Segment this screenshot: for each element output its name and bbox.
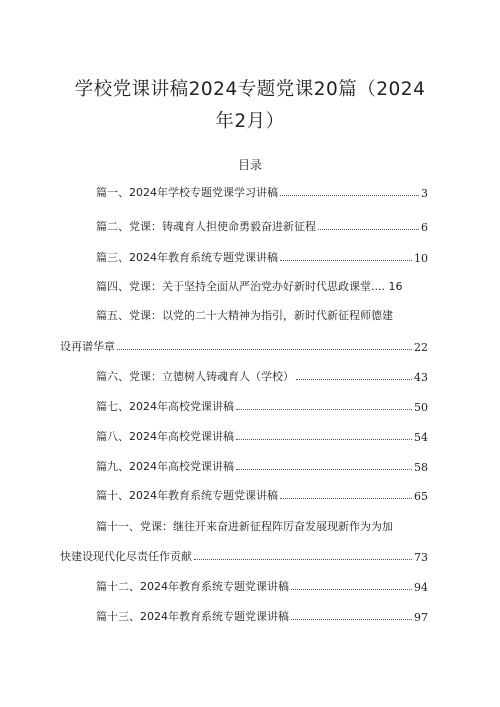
toc-entry[interactable] xyxy=(72,184,428,200)
toc-entry-label: 篇八、2024年高校党课讲稿 xyxy=(96,430,234,443)
toc-entry-label: 篇九、2024年高校党课讲稿 xyxy=(96,460,234,473)
toc-leader-dots xyxy=(117,348,412,350)
toc-leader-dots xyxy=(318,228,419,230)
toc-entry[interactable] xyxy=(72,428,428,444)
toc-entry-page: 43 xyxy=(414,371,428,384)
toc-leader-dots xyxy=(236,438,412,440)
toc-leader-dots xyxy=(280,259,412,261)
toc-entry[interactable] xyxy=(72,578,428,594)
toc-entry-page: 65 xyxy=(414,490,428,503)
toc-entry-page: 6 xyxy=(421,221,428,234)
toc-leader-dots xyxy=(296,378,412,380)
toc-entry-page: 58 xyxy=(414,461,428,474)
toc-entry[interactable] xyxy=(72,368,428,384)
toc-entry-page: 10 xyxy=(414,252,428,265)
toc-entry-page: 3 xyxy=(421,187,428,200)
toc-entry-page: 73 xyxy=(414,551,428,564)
toc-entry-label: 篇四、党课：关于坚持全面从严治党办好新时代思政课堂.... 16 xyxy=(96,280,403,293)
toc-leader-dots xyxy=(236,408,412,410)
toc-entry-label: 篇二、党课：铸魂育人担使命勇毅奋进新征程 xyxy=(96,220,316,233)
toc-entry-continuation[interactable] xyxy=(60,548,428,564)
toc-entry[interactable] xyxy=(72,458,428,474)
toc-entry-label: 篇三、2024年教育系统专题党课讲稿 xyxy=(96,251,278,264)
toc-leader-dots xyxy=(194,558,412,560)
toc-entry-label: 篇十、2024年教育系统专题党课讲稿 xyxy=(96,489,278,502)
toc-entry-page: 50 xyxy=(414,401,428,414)
toc-entry-page: 97 xyxy=(414,611,428,624)
toc-leader-dots xyxy=(291,588,412,590)
toc-entry-label: 篇七、2024年高校党课讲稿 xyxy=(96,400,234,413)
toc-leader-dots xyxy=(291,618,412,620)
toc-leader-dots xyxy=(236,468,412,470)
toc-entry-label: 篇五、党课：以党的二十大精神为指引，新时代新征程师德建 xyxy=(96,309,393,322)
toc-entry-page: 54 xyxy=(414,431,428,444)
toc-entry[interactable] xyxy=(72,307,428,323)
toc-entry-page: 22 xyxy=(414,341,428,354)
toc-entry-page: 94 xyxy=(414,581,428,594)
toc-entry[interactable] xyxy=(72,218,428,234)
toc-entry[interactable] xyxy=(72,518,428,534)
toc-entry-label: 篇六、党课：立德树人铸魂育人（学校） xyxy=(96,370,294,383)
document-title-line-2: 年2月） xyxy=(215,111,285,132)
toc-entry[interactable] xyxy=(72,249,428,265)
toc-entry-label: 设再谱华章 xyxy=(60,340,115,353)
toc-entry[interactable] xyxy=(72,398,428,414)
toc-entry[interactable] xyxy=(72,487,428,503)
toc-leader-dots xyxy=(280,497,412,499)
toc-entry-continuation[interactable] xyxy=(60,338,428,354)
toc-entry-label: 篇一、2024年学校专题党课学习讲稿 xyxy=(96,186,278,199)
document-title-line-1: 学校党课讲稿2024专题党课20篇（2024 xyxy=(74,79,426,100)
toc-entry-label: 快建设现代化尽责任作贡献 xyxy=(60,550,192,563)
toc-entry[interactable] xyxy=(72,278,428,294)
toc-heading: 目录 xyxy=(237,158,262,172)
toc-entry-label: 篇十二、2024年教育系统专题党课讲稿 xyxy=(96,580,289,593)
toc-entry[interactable] xyxy=(72,608,428,624)
toc-leader-dots xyxy=(280,194,419,196)
toc-entry-label: 篇十三、2024年教育系统专题党课讲稿 xyxy=(96,610,289,623)
toc-entry-label: 篇十一、党课：继往开来奋进新征程阵厉奋发展现新作为为加 xyxy=(96,520,393,533)
